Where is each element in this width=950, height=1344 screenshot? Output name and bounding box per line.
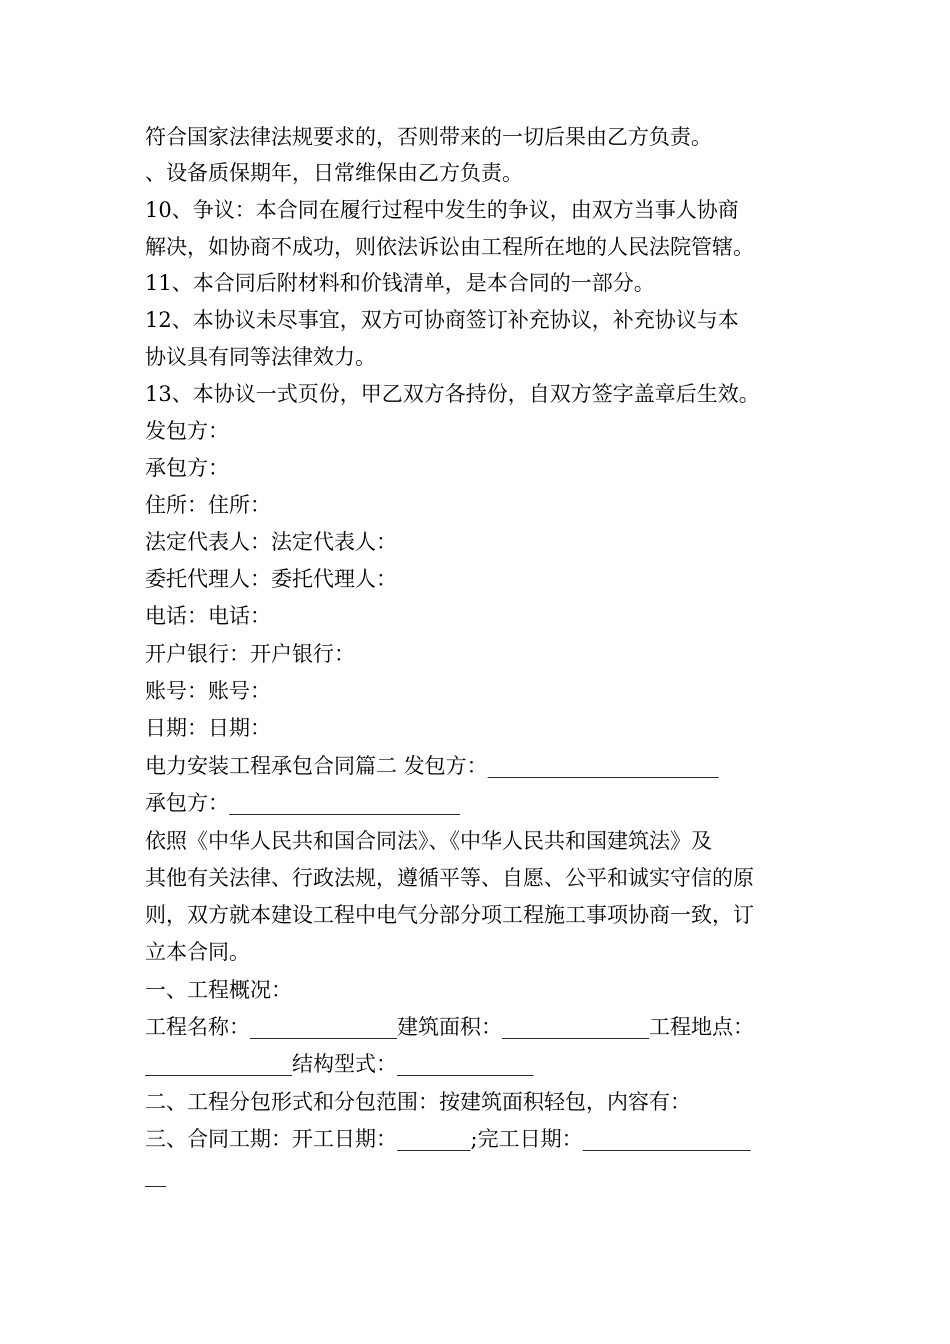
text-line: 住所：住所： bbox=[145, 493, 271, 517]
text-line: 符合国家法律法规要求的，否则带来的一切后果由乙方负责。 bbox=[145, 125, 712, 149]
text-line: 电话：电话： bbox=[145, 604, 271, 628]
text-line: 依照《中华人民共和国合同法》、《中华人民共和国建筑法》及 bbox=[145, 829, 712, 853]
text-line: 二、工程分包形式和分包范围：按建筑面积轻包，内容有： bbox=[145, 1090, 691, 1114]
text-line: 账号：账号： bbox=[145, 679, 271, 703]
text-line: 解决，如协商不成功，则依法诉讼由工程所在地的人民法院管辖。 bbox=[145, 235, 754, 259]
section-heading-line: 电力安装工程承包合同篇二 发包方：______________________ bbox=[145, 754, 719, 778]
text-line: 三、合同工期：开工日期：_______;完工日期：________________ bbox=[145, 1127, 751, 1151]
text-line: 开户银行：开户银行： bbox=[145, 642, 355, 666]
text-line: 13、本协议一式页份，甲乙双方各持份，自双方签字盖章后生效。 bbox=[145, 382, 760, 406]
text-line: 则，双方就本建设工程中电气分部分项工程施工事项协商一致，订 bbox=[145, 903, 754, 927]
text-line: 协议具有同等法律效力。 bbox=[145, 345, 376, 369]
text-line: 工程名称：______________建筑面积：______________工程地点： bbox=[145, 1015, 754, 1039]
text-line: 日期：日期： bbox=[145, 716, 271, 740]
text-line: 发包方： bbox=[145, 419, 229, 443]
text-line: 法定代表人：法定代表人： bbox=[145, 530, 397, 554]
text-line: 一、工程概况： bbox=[145, 978, 292, 1002]
text-line: 11、本合同后附材料和价钱清单，是本合同的一部分。 bbox=[145, 271, 655, 295]
text-line: 、设备质保期年，日常维保由乙方负责。 bbox=[145, 161, 523, 185]
text-line: ______________结构型式：_____________ bbox=[145, 1052, 534, 1076]
text-line: 立本合同。 bbox=[145, 940, 250, 964]
text-line: 承包方：______________________ bbox=[145, 791, 460, 815]
text-line: __ bbox=[145, 1163, 166, 1187]
text-line: 12、本协议未尽事宜，双方可协商签订补充协议，补充协议与本 bbox=[145, 308, 739, 332]
text-line: 委托代理人：委托代理人： bbox=[145, 567, 397, 591]
text-line: 其他有关法律、行政法规，遵循平等、自愿、公平和诚实守信的原 bbox=[145, 866, 754, 890]
text-line: 10、争议：本合同在履行过程中发生的争议，由双方当事人协商 bbox=[145, 198, 739, 222]
text-line: 承包方： bbox=[145, 456, 229, 480]
